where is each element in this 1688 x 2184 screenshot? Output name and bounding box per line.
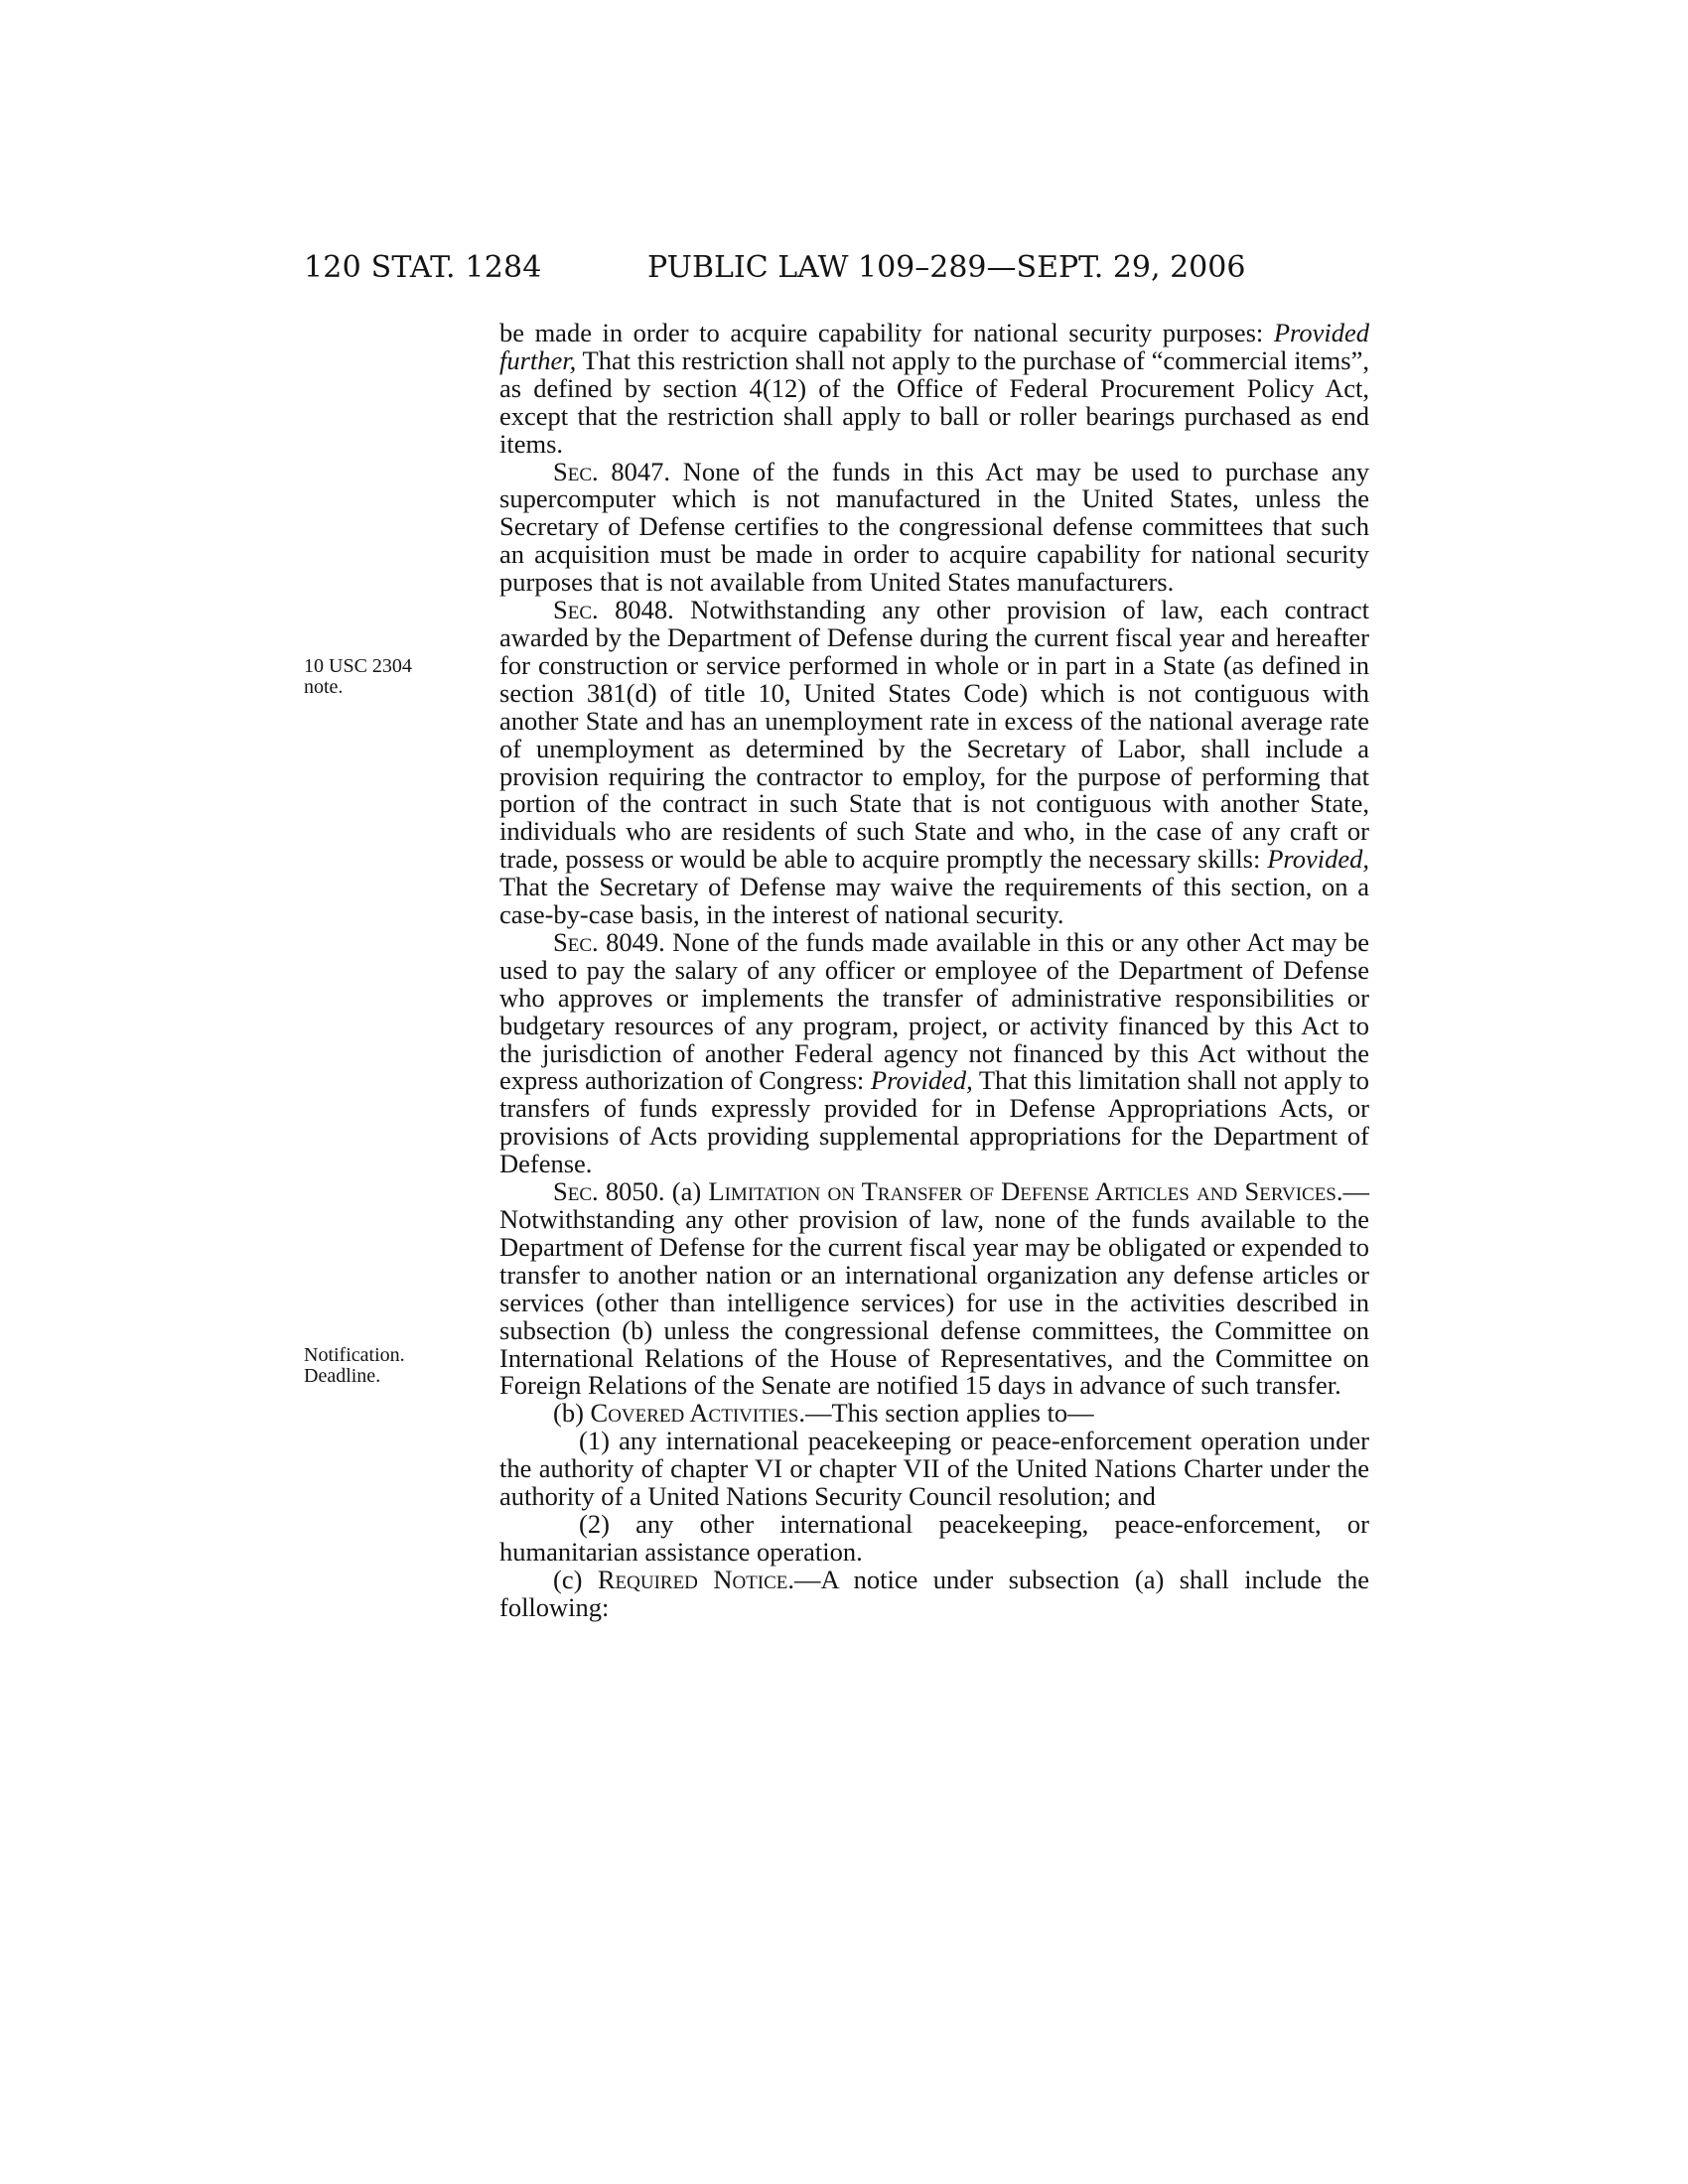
statute-body xyxy=(499,320,1369,1622)
paragraph-continuation xyxy=(499,320,1369,459)
running-header: PUBLIC LAW 109–289—SEPT. 29, 2006 xyxy=(647,250,1246,285)
text-run: That this restriction shall not apply to the purchase of “commercial items”, as defined by section 4(12) of the Office of Federal Procurement Policy Act, except that the restriction shall apply to ball or roller bearings purchased as end items. xyxy=(499,344,1369,459)
text-run: Notwithstanding any other provision of law, each contract awarded by the Department of Defense during the current fiscal year and hereafter for construction or service performed in whole or in part in a State (as defined in section 381(d) of title 10, United States Code) which is not contiguous with another State and has an unemployment rate in excess of the national average rate of unemployment as determined by the Secretary of Labor, shall include a provision requiring the contractor to employ, for the purpose of performing that portion of the contract in such State that is not contiguous with another State, individuals who are residents of such State and who, in the case of any craft or trade, possess or would be able to acquire promptly the necessary skills: xyxy=(499,595,1369,875)
proviso-italic: Provided, xyxy=(1267,844,1369,875)
proviso-italic: Provided further, xyxy=(499,318,1369,375)
text-run: None of the funds made available in this or any other Act may be used to pay the salary of any officer or employee of the Department of Defense who approves or implements the transfer of administrative responsibilities or budgetary resources of any program, project, or activity financed by this Act to the jurisdiction of another Federal agency not financed by this Act without the express authorization of Congress: xyxy=(499,926,1369,1096)
margin-note-notification xyxy=(304,1345,405,1387)
paragraph-item-2: (2) any other international peacekeeping, peace-enforcement, or humanitarian assistance operation. xyxy=(499,1508,1369,1567)
section-label: Sec. 8050. xyxy=(553,1176,665,1207)
section-label: Sec. 8047. xyxy=(553,456,670,486)
section-label: Sec. 8049. xyxy=(553,926,665,957)
section-8050-subsection-c xyxy=(499,1564,1369,1622)
paragraph-item-1: (1) any international peacekeeping or peace-enforcement operation under the authority of chapter VI or chapter VII of the United Nations Charter under the authority of a United Nations Security Council resolution; and xyxy=(499,1426,1369,1512)
text-run: (b) xyxy=(553,1398,591,1429)
text-run: —A notice under subsection (a) shall include the following: xyxy=(499,1564,1369,1622)
text-run: (c) xyxy=(553,1564,598,1594)
subsection-heading: Covered Activities. xyxy=(590,1398,805,1429)
page-stat-number: 120 STAT. 1284 xyxy=(304,250,542,285)
section-8050-subsection-a xyxy=(499,1178,1369,1400)
margin-note-citation xyxy=(304,656,412,698)
section-8048 xyxy=(499,597,1369,929)
text-run: That the Secretary of Defense may waive the requirements of this section, on a case-by-case basis, in the interest of national security. xyxy=(499,872,1369,930)
section-8047 xyxy=(499,456,1369,598)
margin-note-line: note. xyxy=(304,676,344,698)
section-8050-subsection-b xyxy=(499,1400,1369,1428)
subsection-heading: Required Notice. xyxy=(597,1564,795,1594)
text-run: None of the funds in this Act may be used to purchase any supercomputer which is not manufactured in the United States, unless the Secretary of Defense certifies to the congressional defense committees that such an acquisition must be made in order to acquire capability for national security purposes that is not available from United States manufacturers. xyxy=(499,456,1369,598)
margin-note-line: 10 USC 2304 xyxy=(304,655,412,677)
text-run: —This section applies to— xyxy=(804,1398,1094,1429)
text-run: That this limitation shall not apply to transfers of funds expressly provided for in Defense Appropriations Acts, or provisions of Acts providing supplemental appropriations for the Department of Defense. xyxy=(499,1065,1369,1179)
margin-note-line: Deadline. xyxy=(304,1365,381,1387)
subsection-heading: Limitation on Transfer of Defense Articles and Services. xyxy=(708,1176,1343,1207)
text-run: —Notwithstanding any other provision of law, none of the funds available to the Department of Defense for the current fiscal year may be obligated or expended to transfer to another nation or an international organization any defense articles or services (other than intelligence services) for use in the activities described in subsection (b) unless the congressional defense committees, the Committee on International Relations of the House of Representatives, and the Committee on Foreign Relations of the Senate are notified 15 days in advance of such transfer. xyxy=(499,1176,1369,1401)
section-label: Sec. 8048. xyxy=(553,595,674,625)
section-8049 xyxy=(499,926,1369,1179)
text-run: (a) xyxy=(664,1176,709,1207)
proviso-italic: Provided, xyxy=(870,1065,973,1096)
margin-note-line: Notification. xyxy=(304,1344,405,1366)
text-run: be made in order to acquire capability for national security purposes: xyxy=(499,318,1274,347)
